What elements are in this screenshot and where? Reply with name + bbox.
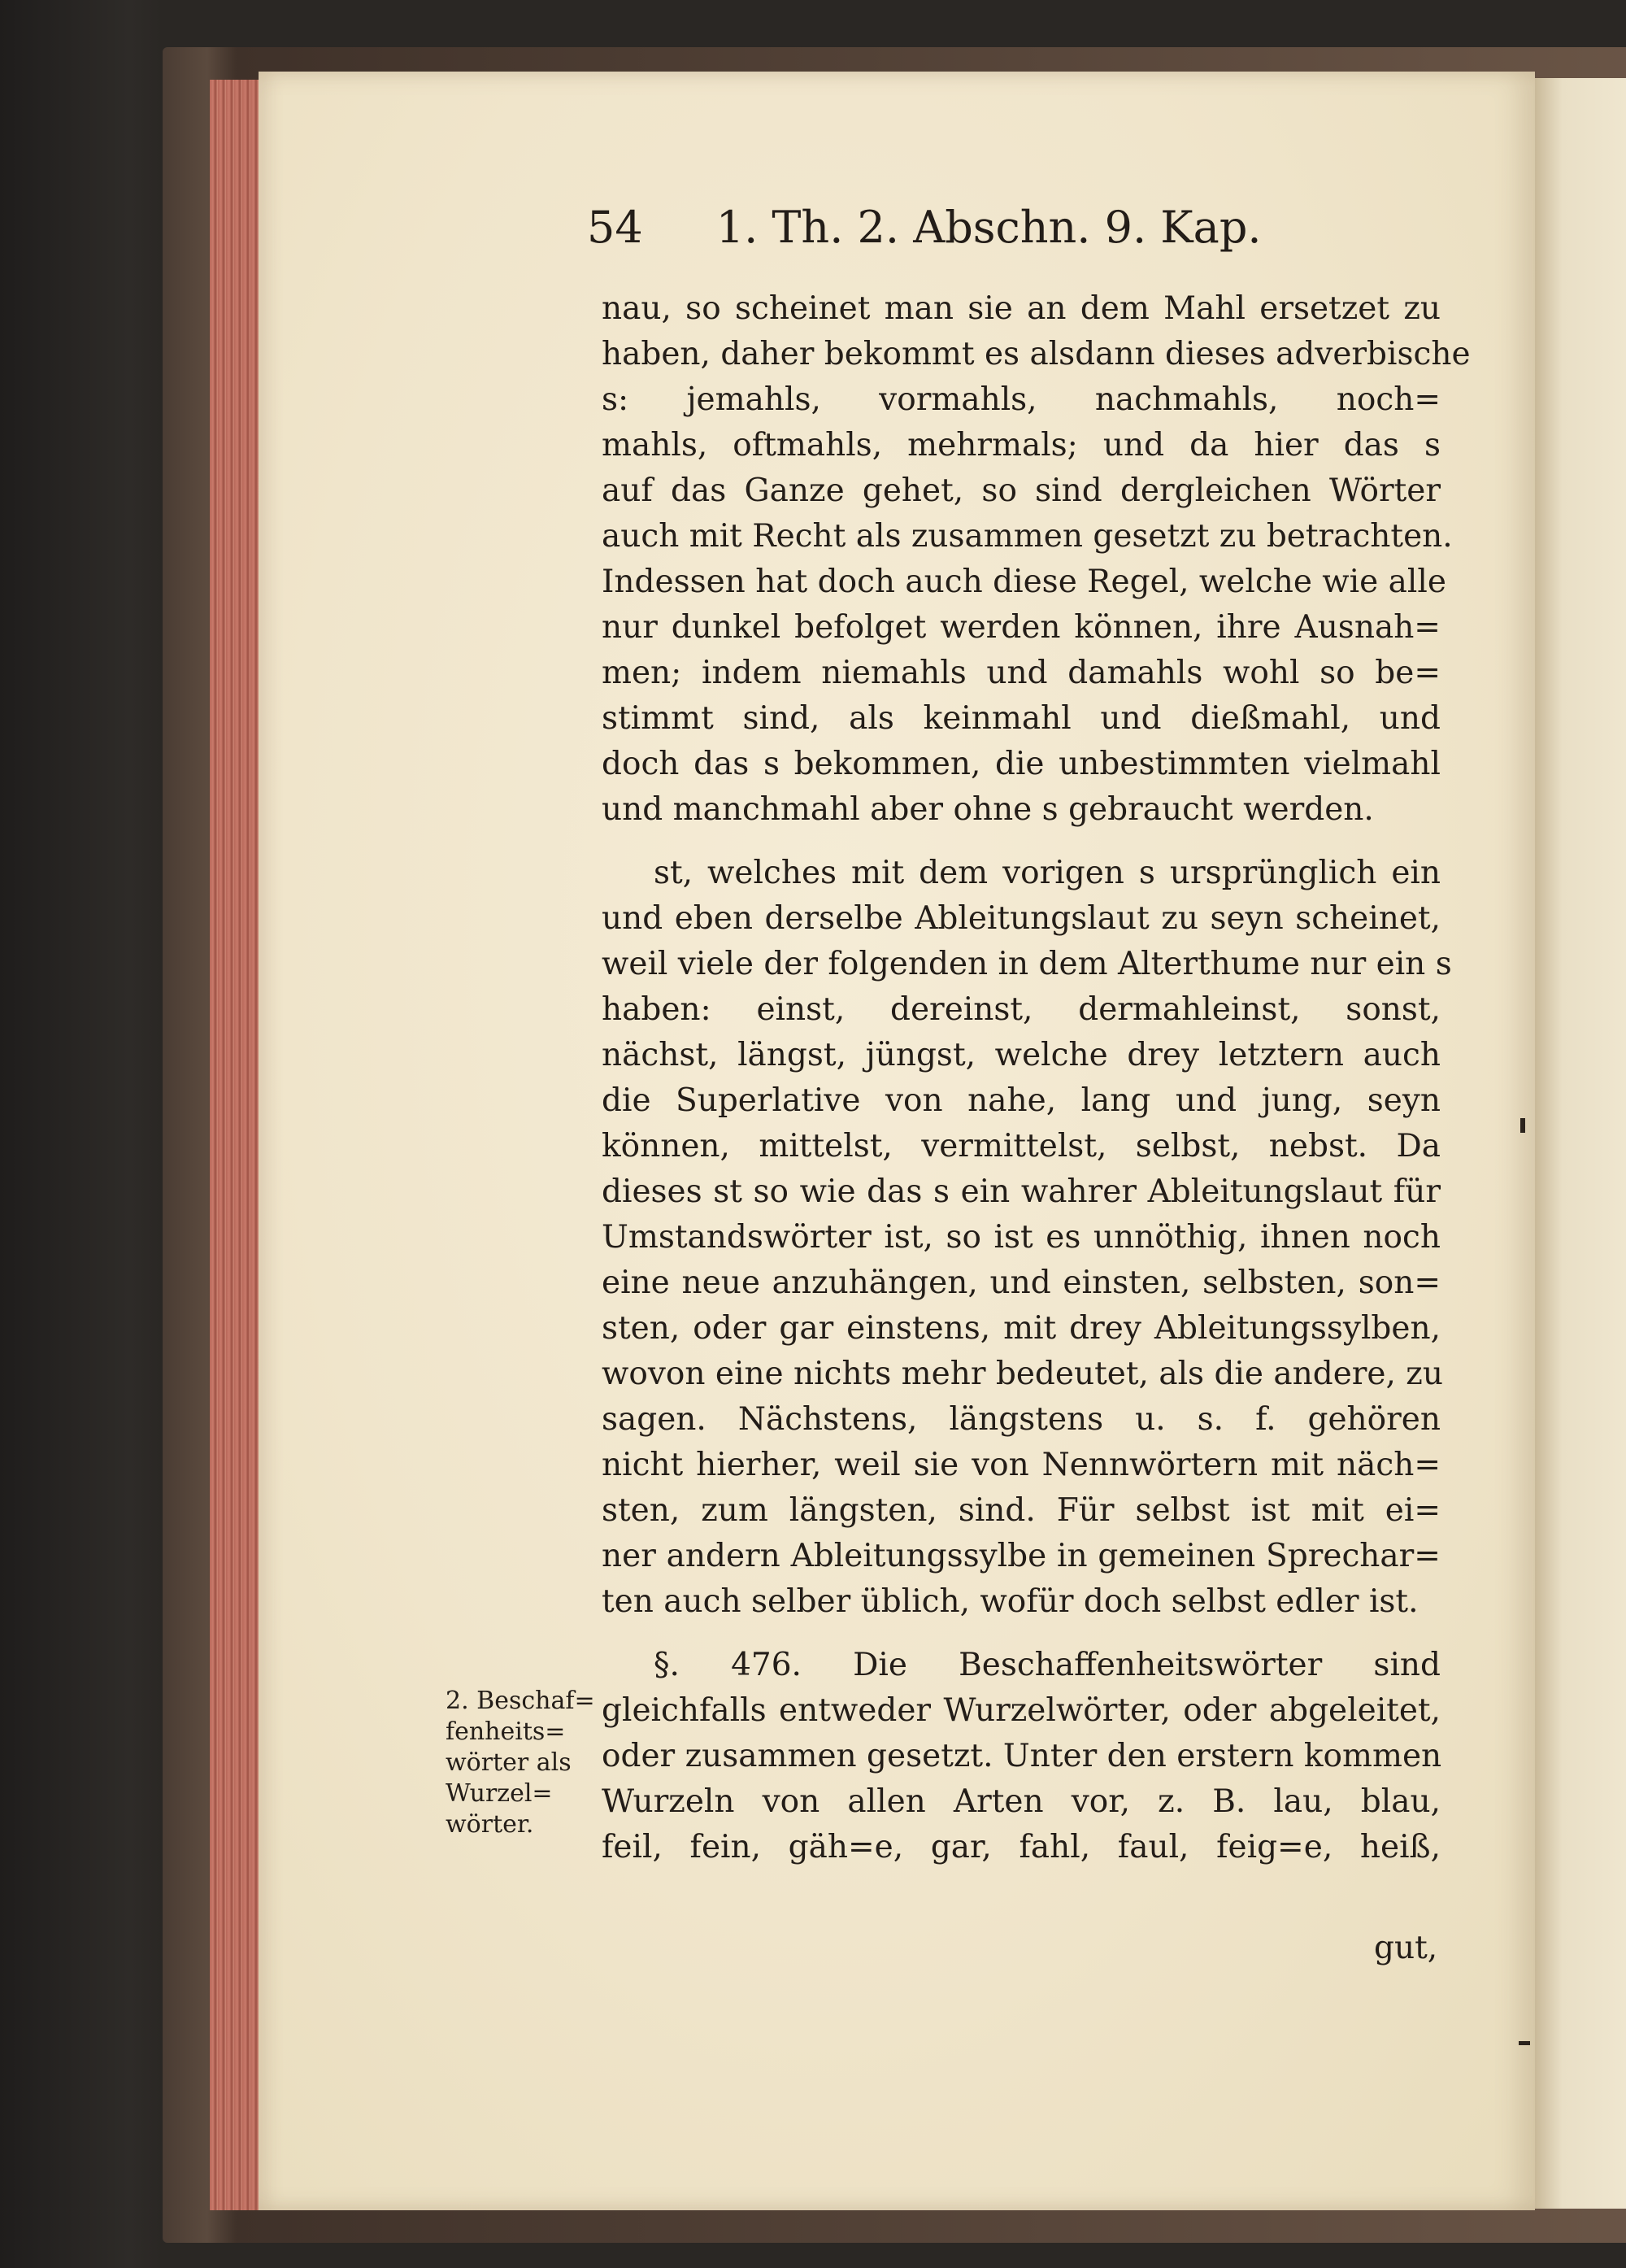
text-line: sagen. Nächstens, längstens u. s. f. gehören bbox=[602, 1401, 1441, 1438]
text-line: nur dunkel befolget werden können, ihre Ausnah= bbox=[602, 609, 1441, 646]
text-line: feil, fein, gäh=e, gar, fahl, faul, feig=e, heiß, bbox=[602, 1829, 1441, 1865]
text-line: ner andern Ableitungssylbe in gemeinen Sprechar= bbox=[602, 1538, 1441, 1574]
text-line: sten, zum längsten, sind. Für selbst ist mit ei= bbox=[602, 1492, 1441, 1529]
text-line: st, welches mit dem vorigen s ursprünglich ein bbox=[654, 855, 1441, 891]
text-line: haben: einst, dereinst, dermahleinst, sonst, bbox=[602, 991, 1441, 1028]
text-line: doch das s bekommen, die unbestimmten vielmahl bbox=[602, 746, 1441, 782]
text-line: und manchmahl aber ohne s gebraucht werden. bbox=[602, 791, 1374, 828]
ink-speck bbox=[1519, 2041, 1530, 2045]
text-line: auf das Ganze gehet, so sind dergleichen Wörter bbox=[602, 472, 1441, 509]
margin-note-line: wörter. bbox=[446, 1810, 534, 1839]
text-line: sten, oder gar einstens, mit drey Ableitungssylben, bbox=[602, 1310, 1441, 1347]
text-line: ten auch selber üblich, wofür doch selbst edler ist. bbox=[602, 1583, 1419, 1620]
ink-speck bbox=[1520, 1118, 1525, 1133]
text-line: wovon eine nichts mehr bedeutet, als die andere, zu bbox=[602, 1356, 1443, 1392]
text-line: nau, so scheinet man sie an dem Mahl ersetzet zu bbox=[602, 290, 1441, 327]
text-line: weil viele der folgenden in dem Alterthume nur ein s bbox=[602, 946, 1452, 982]
facing-page-edge bbox=[1535, 78, 1626, 2209]
text-line: gleichfalls entweder Wurzelwörter, oder abgeleitet, bbox=[602, 1692, 1441, 1729]
text-line: die Superlative von nahe, lang und jung, seyn bbox=[602, 1082, 1441, 1119]
text-line: haben, daher bekommt es alsdann dieses adverbische bbox=[602, 336, 1471, 372]
text-line: dieses st so wie das s ein wahrer Ableitungslaut für bbox=[602, 1173, 1441, 1210]
paragraph-gap bbox=[602, 833, 1441, 851]
text-line: auch mit Recht als zusammen gesetzt zu betrachten. bbox=[602, 518, 1453, 555]
text-line: Indessen hat doch auch diese Regel, welche wie alle bbox=[602, 564, 1446, 600]
page-number: 54 bbox=[587, 202, 643, 253]
margin-note-line: Wurzel= bbox=[446, 1779, 553, 1808]
text-line: nicht hierher, weil sie von Nennwörtern mit näch= bbox=[602, 1447, 1441, 1483]
text-line: §. 476. Die Beschaffenheitswörter sind bbox=[654, 1647, 1441, 1683]
text-line: stimmt sind, als keinmahl und dießmahl, und bbox=[602, 700, 1441, 737]
margin-note-line: 2. Beschaf= bbox=[446, 1687, 595, 1715]
text-line: mahls, oftmahls, mehrmals; und da hier das s bbox=[602, 427, 1441, 464]
text-line: Umstandswörter ist, so ist es unnöthig, ihnen noch bbox=[602, 1219, 1441, 1256]
page-header bbox=[587, 202, 1294, 253]
text-line: können, mittelst, vermittelst, selbst, nebst. Da bbox=[602, 1128, 1441, 1164]
page-body bbox=[602, 286, 1471, 1870]
text-line: eine neue anzuhängen, und einsten, selbsten, son= bbox=[602, 1265, 1441, 1301]
text-line: und eben derselbe Ableitungslaut zu seyn scheinet, bbox=[602, 900, 1441, 937]
margin-note bbox=[446, 1686, 595, 1840]
margin-note-line: fenheits= bbox=[446, 1717, 566, 1746]
text-line: oder zusammen gesetzt. Unter den erstern kommen bbox=[602, 1738, 1442, 1774]
text-line: men; indem niemahls und damahls wohl so be= bbox=[602, 655, 1441, 691]
catchword: gut, bbox=[1374, 1930, 1438, 1966]
paragraph-gap bbox=[602, 1625, 1441, 1643]
margin-note-line: wörter als bbox=[446, 1748, 572, 1777]
text-line: nächst, längst, jüngst, welche drey letztern auch bbox=[602, 1037, 1441, 1073]
running-title: 1. Th. 2. Abschn. 9. Kap. bbox=[715, 202, 1262, 253]
text-line: Wurzeln von allen Arten vor, z. B. lau, blau, bbox=[602, 1783, 1441, 1820]
text-line: s: jemahls, vormahls, nachmahls, noch= bbox=[602, 381, 1441, 418]
